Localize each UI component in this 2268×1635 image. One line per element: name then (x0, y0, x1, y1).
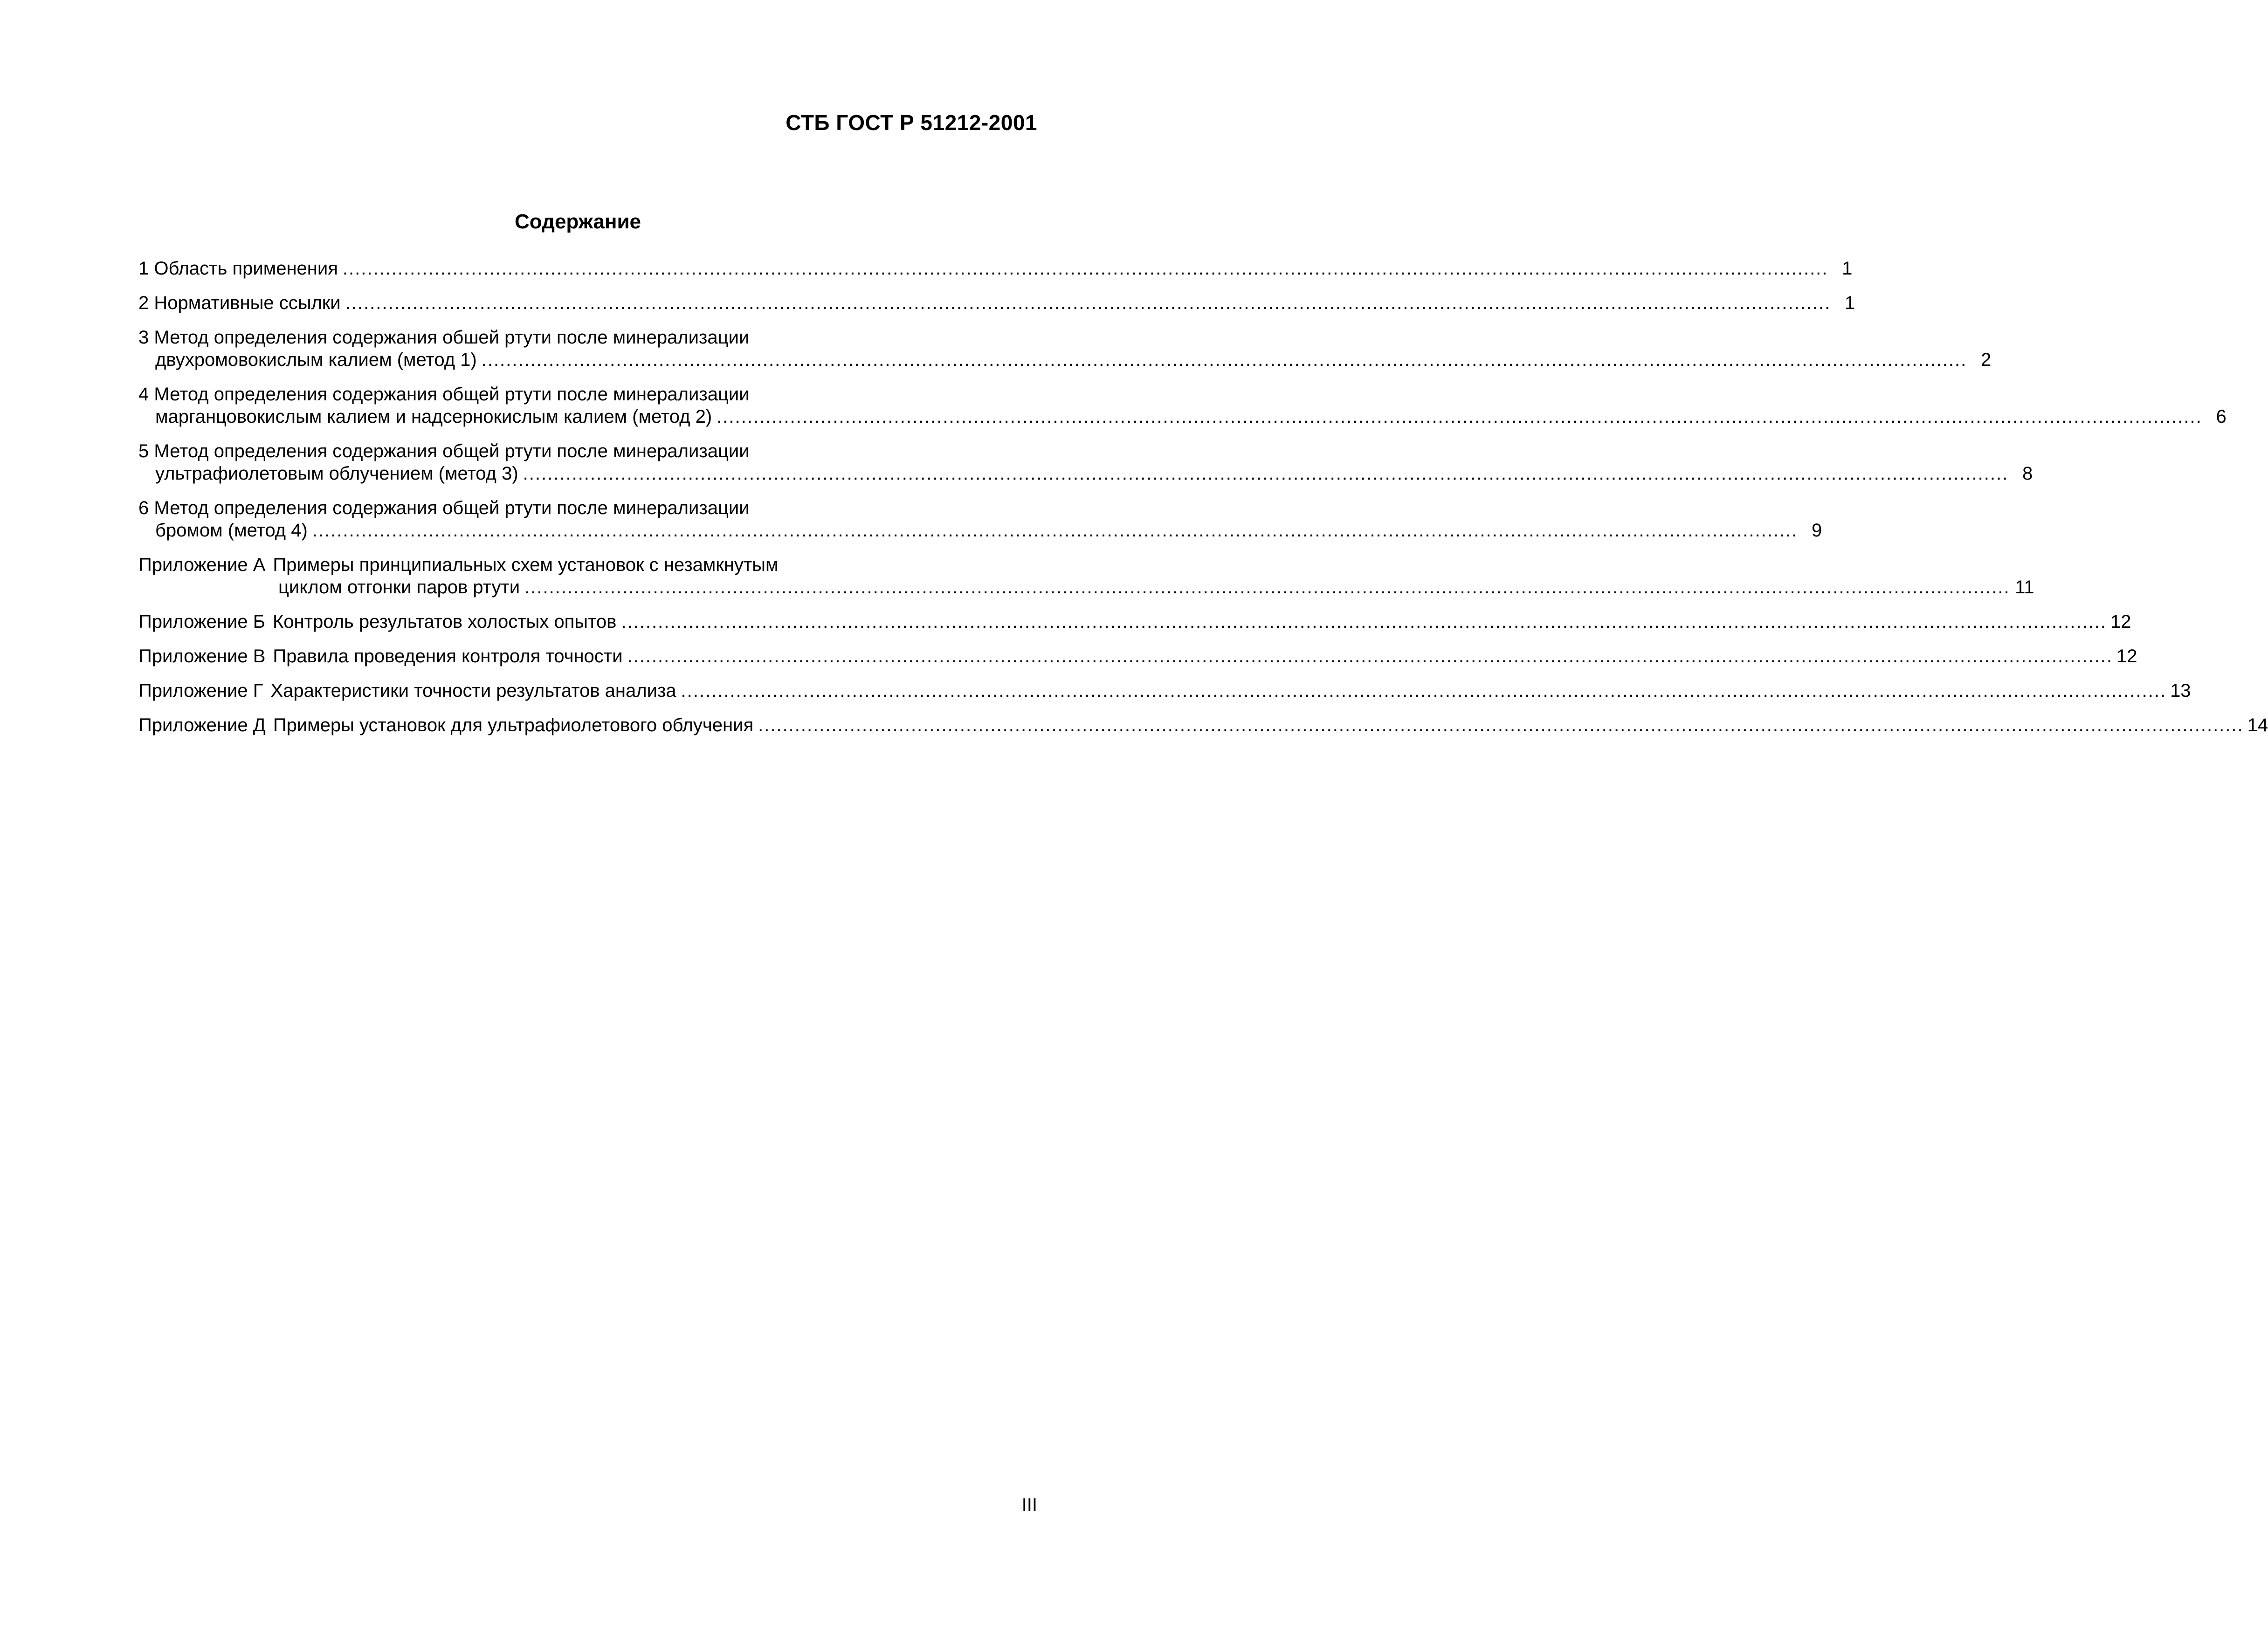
toc-appendix-d[interactable] (138, 714, 2268, 736)
toc-leader-dots: ................................................................................................................................................................................................................................................... (627, 646, 2113, 666)
toc-entry-title-continued: двухромовокислым калием (метод 1) (155, 350, 477, 370)
toc-page-number: 2 (1981, 350, 1992, 370)
toc-leader-dots: ................................................................................................................................................................................................................................................... (312, 520, 1798, 541)
toc-appendix-b[interactable] (138, 611, 2131, 633)
document-designation: СТБ ГОСТ Р 51212-2001 (786, 110, 1037, 135)
toc-page-number: 1 (1842, 258, 1853, 279)
toc-entry-title: 6 Метод определения содержания общей ртути после минерализации (138, 498, 750, 518)
toc-title: Содержание (514, 210, 641, 233)
toc-entry-3[interactable] (138, 326, 1992, 371)
toc-leader-dots: ................................................................................................................................................................................................................................................... (681, 680, 2167, 701)
table-of-contents (138, 257, 2268, 749)
toc-entry-6[interactable] (138, 497, 1822, 542)
appendix-title: Примеры принципиальных схем установок с незамкнутым (273, 555, 779, 575)
toc-entry-title: 4 Метод определения содержания общей ртути после минерализации (138, 384, 750, 405)
toc-entry-5[interactable] (138, 440, 2033, 485)
toc-page-number: 12 (2110, 611, 2131, 632)
toc-entry-4[interactable] (138, 383, 2227, 428)
toc-leader-dots: ................................................................................................................................................................................................................................................... (345, 293, 1831, 313)
appendix-label: Приложение Г (138, 680, 263, 701)
appendix-title-continued: циклом отгонки паров ртути (278, 577, 520, 598)
toc-entry-title-continued: ультрафиолетовым облучением (метод 3) (155, 463, 518, 484)
toc-leader-dots: ................................................................................................................................................................................................................................................... (524, 577, 2010, 598)
toc-page-number: 12 (2116, 646, 2137, 666)
toc-leader-dots: ................................................................................................................................................................................................................................................... (717, 406, 2202, 427)
toc-page-number: 8 (2022, 463, 2033, 484)
toc-entry-title: 5 Метод определения содержания общей ртути после минерализации (138, 441, 750, 461)
toc-appendix-a[interactable] (138, 554, 2034, 598)
toc-page-number: 6 (2216, 406, 2227, 427)
toc-page-number: 13 (2170, 680, 2191, 701)
toc-entry-title: 3 Метод определения содержания обшей ртути после минерализации (138, 327, 750, 348)
appendix-label: Приложение Д (138, 715, 266, 735)
toc-entry-2[interactable] (138, 292, 1855, 314)
toc-leader-dots: ................................................................................................................................................................................................................................................... (523, 463, 2009, 484)
appendix-label: Приложение Б (138, 611, 265, 632)
toc-appendix-g[interactable] (138, 680, 2191, 702)
toc-page-number: 1 (1844, 293, 1855, 313)
appendix-title: Примеры установок для ультрафиолетового облучения (273, 715, 754, 735)
toc-leader-dots: ................................................................................................................................................................................................................................................... (481, 350, 1967, 370)
toc-entry-title-continued: бромом (метод 4) (155, 520, 308, 541)
appendix-title: Правила проведения контроля точности (273, 646, 623, 666)
toc-page-number: 11 (2015, 577, 2034, 598)
appendix-title: Контроль результатов холостых опытов (272, 611, 617, 632)
toc-leader-dots: ................................................................................................................................................................................................................................................... (342, 258, 1828, 279)
toc-entry-title: 2 Нормативные ссылки (138, 293, 341, 313)
toc-entry-title-continued: марганцовокислым калием и надсернокислым калием (метод 2) (155, 406, 712, 427)
toc-appendix-v[interactable] (138, 645, 2137, 667)
toc-page-number: 14 (2247, 715, 2268, 735)
toc-entry-title: 1 Область применения (138, 258, 338, 279)
toc-leader-dots: ................................................................................................................................................................................................................................................... (758, 715, 2244, 735)
appendix-label: Приложение А (138, 555, 266, 575)
toc-page-number: 9 (1812, 520, 1822, 541)
appendix-label: Приложение В (138, 646, 266, 666)
toc-leader-dots: ................................................................................................................................................................................................................................................... (621, 611, 2107, 632)
page-number: III (1021, 1495, 1037, 1515)
appendix-title: Характеристики точности результатов анализа (270, 680, 676, 701)
toc-entry-1[interactable] (138, 257, 1853, 280)
